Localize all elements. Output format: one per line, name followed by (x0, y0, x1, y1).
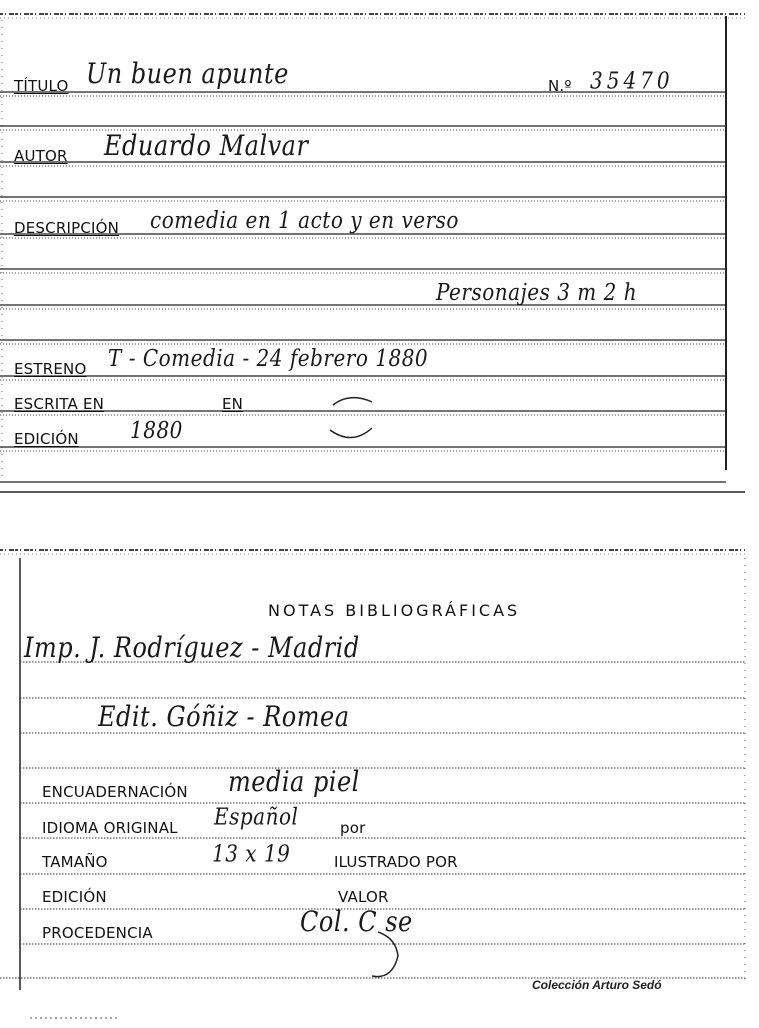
procedencia-value: Col. C se (300, 905, 413, 938)
autor-label: AUTOR (14, 147, 68, 165)
ilustrado-por-label: ILUSTRADO POR (334, 853, 458, 871)
tamano-value: 13 x 19 (212, 839, 291, 867)
note-line-2: Edit. Góñiz - Romea (98, 700, 350, 733)
estreno-label: ESTRENO (14, 360, 87, 378)
edicion-value: 1880 (130, 416, 183, 444)
numero-label: N.º (548, 77, 572, 95)
front-card (0, 0, 759, 500)
punch-hole-arc-bottom (330, 428, 372, 438)
encuadernacion-value: media piel (228, 765, 360, 798)
notas-heading: NOTAS BIBLIOGRÁFICAS (268, 601, 521, 620)
valor-label: VALOR (338, 888, 389, 906)
procedencia-label: PROCEDENCIA (42, 924, 153, 942)
escrita-en-label: ESCRITA EN (14, 395, 105, 413)
titulo-value: Un buen apunte (86, 57, 289, 90)
edicion-label: EDICIÓN (14, 430, 79, 448)
numero-value: 35470 (590, 66, 674, 94)
back-punch-hole-arc (372, 932, 398, 977)
por-label: por (340, 819, 366, 837)
titulo-label: TÍTULO (14, 77, 69, 95)
collection-footer: Colección Arturo Sedó (532, 978, 662, 992)
punch-hole-arc-top (333, 398, 372, 405)
edicion-back-label: EDICIÓN (42, 888, 107, 906)
encuadernacion-label: ENCUADERNACIÓN (42, 783, 188, 801)
note-line-1: Imp. J. Rodríguez - Madrid (24, 631, 360, 664)
en-label: EN (222, 395, 244, 413)
descripcion-value: comedia en 1 acto y en verso (150, 206, 459, 234)
back-card (0, 540, 759, 1028)
descripcion-label: DESCRIPCIÓN (14, 219, 120, 237)
estreno-value: T - Comedia - 24 febrero 1880 (108, 344, 429, 372)
idioma-original-value: Español (214, 802, 299, 830)
tamano-label: TAMAÑO (42, 853, 108, 871)
idioma-original-label: IDIOMA ORIGINAL (42, 819, 178, 837)
personajes-value: Personajes 3 m 2 h (436, 278, 638, 306)
autor-value: Eduardo Malvar (104, 129, 309, 162)
